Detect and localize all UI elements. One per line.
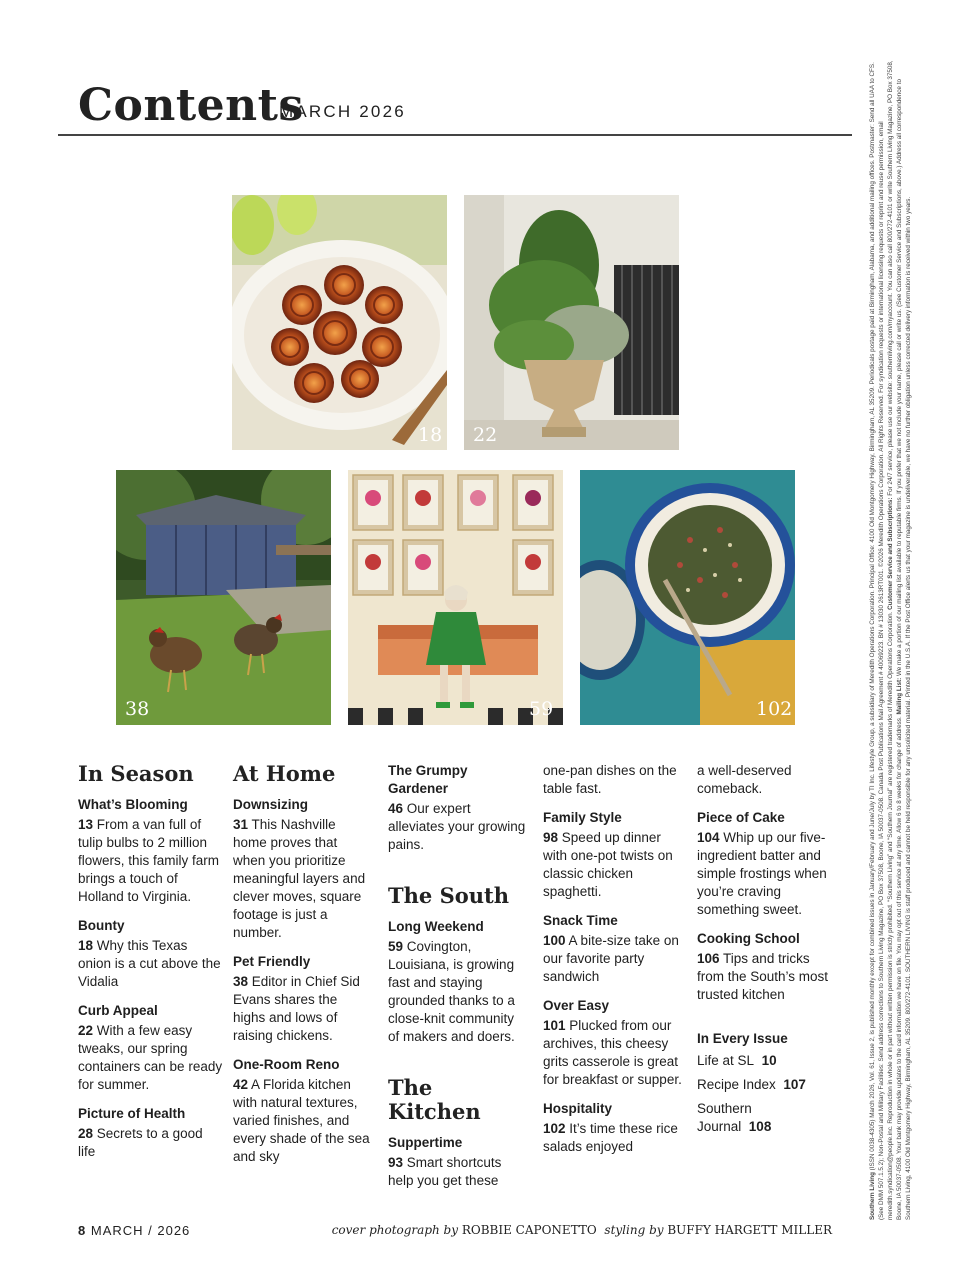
entry-description: Secrets to a good life — [78, 1126, 203, 1159]
photo-planter-urn[interactable] — [464, 195, 679, 450]
folio — [78, 1223, 190, 1238]
entry-page: 107 — [783, 1077, 806, 1092]
section-heading: In Season — [78, 761, 194, 786]
entry-title: Picture of Health — [78, 1106, 186, 1121]
styling-credit-name: BUFFY HARGETT MILLER — [667, 1223, 832, 1237]
entry-page: 104 — [697, 830, 720, 845]
cover-credit-label: cover photograph by — [331, 1223, 459, 1237]
toc-entry[interactable] — [388, 1134, 528, 1190]
toc-entry[interactable] — [388, 918, 528, 1046]
every-issue-heading: In Every Issue — [697, 1031, 788, 1046]
publication-fine-print — [868, 60, 922, 1220]
entry-page: 106 — [697, 951, 720, 966]
fine-print-body: (ISSN 0038-4305) March 2026, Vol. 61, Issue 2, is published monthly except for combined issues in January/February and June/July by TI Inc. Lifestyle Group, a subsidiary of Meredith Operations Corporation. Principal Office: 4100 Old Montgomery Highway, Birmingham, AL 35209. Periodicals postage paid at Birmingham, Alabama, and additional mailing offices. Postmaster: Send all UAA to CFS. (See DMM 507.1.5.2); Non-Postal and Military Facilities: Send address corrections to Southern Living Magazine, PO Box 37508, Boone, IA 50037-0508. Canada Post Publications Mail Agreement # 40069223. BN # 13030 2613RT001. ©2026 Meredith Operations Corporation. All Rights Reserved. For syndication requests or international licensing requests or reprint and reuse permission, email meredith.syndication@people.inc. Reproduction in whole or in part without written permission is strictly prohibited. “Southern Living” and “Southern Journal” are registered trademarks of Meredith Operations Corporation. — [869, 62, 894, 1220]
entry-description: A Florida kitchen with natural textures, varied finishes, and every shade of the sea and sky — [233, 1077, 370, 1164]
entry-label: Recipe Index — [697, 1077, 776, 1092]
entry-page: 108 — [748, 1119, 772, 1134]
entry-description: Whip up our five-ingredient batter and simple frostings when you’re craving something sweet. — [697, 830, 827, 917]
section-heading: At Home — [233, 761, 336, 786]
entry-title: Hospitality — [543, 1101, 613, 1116]
photo-page-number: 22 — [473, 424, 498, 446]
entry-page: 42 — [233, 1077, 249, 1092]
entry-description: Covington, Louisiana, is growing fast and staying grounded thanks to a close-knit community of makers and doers. — [388, 939, 515, 1044]
entry-page: 22 — [78, 1023, 94, 1038]
chicken-coop-illustration — [116, 470, 331, 725]
entry-title: Bounty — [78, 918, 125, 933]
entry-page: 102 — [543, 1121, 566, 1136]
issue-date: MARCH 2026 — [279, 102, 406, 121]
entry-title: Curb Appeal — [78, 1003, 158, 1018]
styling-credit-label: styling by — [604, 1223, 664, 1237]
entry-description: It’s time these rice salads enjoyed — [543, 1121, 678, 1154]
photo-page-number: 59 — [529, 698, 554, 720]
entry-page: 59 — [388, 939, 404, 954]
toc-entry[interactable] — [78, 1105, 223, 1161]
entry-description: With a few easy tweaks, our spring containers can be ready for summer. — [78, 1023, 223, 1092]
fine-print-mailing-body: We make a portion of our mailing list available to reputable firms. If you prefer that we not include your name, please call or write us. (See Customer Service and Subscriptions, above.) Address all correspondence to Southern Living, 4100 Old Montgomery Highway, Birmingham, AL 35209. 800/272-4101. SOUTHERN LIVING is staff produced and cannot be held responsible for any unsolicited material. Printed in the U.S.A. If the Post Office alerts us that your magazine is undeliverable, we have no further obligation unless corrected delivery information is received within two years. — [896, 79, 912, 1220]
fine-print-service-label: Customer Service and Subscriptions: — [887, 497, 894, 610]
entry-description: Tips and tricks from the South’s most trusted kitchen — [697, 951, 829, 1002]
entry-page: 18 — [78, 938, 94, 953]
entry-description: Smart shortcuts help you get these — [388, 1155, 502, 1188]
toc-entry[interactable] — [388, 762, 528, 854]
every-issue-entry[interactable] — [697, 1100, 787, 1136]
section-heading: The Kitchen — [388, 1075, 481, 1124]
toc-entry[interactable] — [233, 796, 373, 942]
rice-salad-illustration — [580, 470, 795, 725]
toc-entry[interactable] — [543, 809, 683, 901]
entry-page: 46 — [388, 801, 404, 816]
entry-description: Why this Texas onion is a cut above the Vidalia — [78, 938, 221, 989]
entry-title: What’s Blooming — [78, 797, 188, 812]
toc-entry[interactable] — [543, 1100, 683, 1156]
toc-entry[interactable] — [543, 997, 683, 1089]
photo-page-number: 102 — [756, 698, 793, 720]
every-issue-entry[interactable] — [697, 1052, 837, 1070]
photo-woman-floral-room[interactable] — [348, 470, 563, 725]
entry-description: This Nashville home proves that when you prioritize meaningful layers and clever moves, square footage is just a number. — [233, 817, 366, 940]
toc-entry[interactable] — [233, 1056, 373, 1166]
toc-entry[interactable] — [78, 917, 223, 991]
fine-print-brand: Southern Living — [869, 1172, 876, 1220]
entry-description: Plucked from our archives, this cheesy grits casserole is great for breakfast or supper. — [543, 1018, 682, 1087]
entry-title: Suppertime — [388, 1135, 463, 1150]
entry-page: 10 — [761, 1053, 777, 1068]
entry-title: Pet Friendly — [233, 954, 311, 969]
photo-caramelized-onions[interactable] — [232, 195, 447, 450]
toc-entry[interactable] — [543, 912, 683, 986]
toc-entry[interactable] — [78, 796, 223, 906]
entry-page: 38 — [233, 974, 249, 989]
entry-label: Southern Journal — [697, 1101, 752, 1134]
header-divider — [58, 134, 852, 136]
folio-issue: MARCH / 2026 — [90, 1223, 191, 1238]
photo-rice-salad[interactable] — [580, 470, 795, 725]
entry-description: Speed up dinner with one-pot twists on classic chicken spaghetti. — [543, 830, 673, 899]
entry-title: Family Style — [543, 810, 622, 825]
photo-chicken-coop[interactable] — [116, 470, 331, 725]
onion-dish-illustration — [232, 195, 447, 450]
entry-title: One-Room Reno — [233, 1057, 340, 1072]
toc-column-at-home — [233, 762, 373, 1177]
cover-credit-name: ROBBIE CAPONETTO — [461, 1223, 597, 1237]
entry-title: Piece of Cake — [697, 810, 785, 825]
entry-title: Cooking School — [697, 931, 800, 946]
toc-entry[interactable] — [233, 953, 373, 1045]
planter-illustration — [464, 195, 679, 450]
photo-page-number: 38 — [125, 698, 150, 720]
entry-page: 100 — [543, 933, 566, 948]
entry-title: Long Weekend — [388, 919, 484, 934]
entry-label: Life at SL — [697, 1053, 755, 1068]
entry-page: 101 — [543, 1018, 566, 1033]
portrait-illustration — [348, 470, 563, 725]
entry-page: 98 — [543, 830, 559, 845]
entry-page: 93 — [388, 1155, 404, 1170]
toc-entry[interactable] — [697, 930, 837, 1004]
fine-print-mailing-label: Mailing List: — [896, 677, 903, 715]
photo-page-number: 18 — [418, 424, 443, 446]
section-heading: The South — [388, 883, 509, 908]
entry-description: From a van full of tulip bulbs to 2 million flowers, this family farm brings a touch of Holland to Virginia. — [78, 817, 220, 904]
entry-page: 31 — [233, 817, 249, 832]
continued-text: a well-deserved comeback. — [697, 763, 792, 796]
entry-page: 28 — [78, 1126, 94, 1141]
toc-column-in-season — [78, 762, 223, 1172]
photo-credits — [332, 1223, 832, 1237]
entry-title: Downsizing — [233, 797, 308, 812]
toc-column-south-kitchen — [388, 762, 528, 1201]
fine-print-service-body: For 24/7 service, please use our website: southernliving.com/myaccount. You can also call 800/272-4101 or write Southern Living Magazine, PO Box 37508, Boone, IA 50037-0508. Your bank may provide updates to the card information we have on file. You may opt out of this service at any time. Allow 6 to 8 weeks for change of address. — [887, 60, 903, 1220]
toc-column-kitchen-cont — [543, 762, 683, 1167]
entry-description: A bite-size take on our favorite party sandwich — [543, 933, 679, 984]
entry-title: The Grumpy Gardener — [388, 763, 468, 796]
toc-entry[interactable] — [697, 809, 837, 919]
every-issue-entry[interactable] — [697, 1076, 837, 1094]
toc-column-cake-every-issue — [697, 762, 837, 1136]
entry-description: Our expert alleviates your growing pains. — [388, 801, 526, 852]
entry-title: Snack Time — [543, 913, 618, 928]
entry-description: Editor in Chief Sid Evans shares the highs and lows of raising chickens. — [233, 974, 360, 1043]
continued-text: one-pan dishes on the table fast. — [543, 763, 677, 796]
entry-page: 13 — [78, 817, 94, 832]
entry-title: Over Easy — [543, 998, 610, 1013]
toc-entry[interactable] — [78, 1002, 223, 1094]
page-title: Contents — [78, 80, 304, 131]
page-number: 8 — [78, 1223, 87, 1238]
